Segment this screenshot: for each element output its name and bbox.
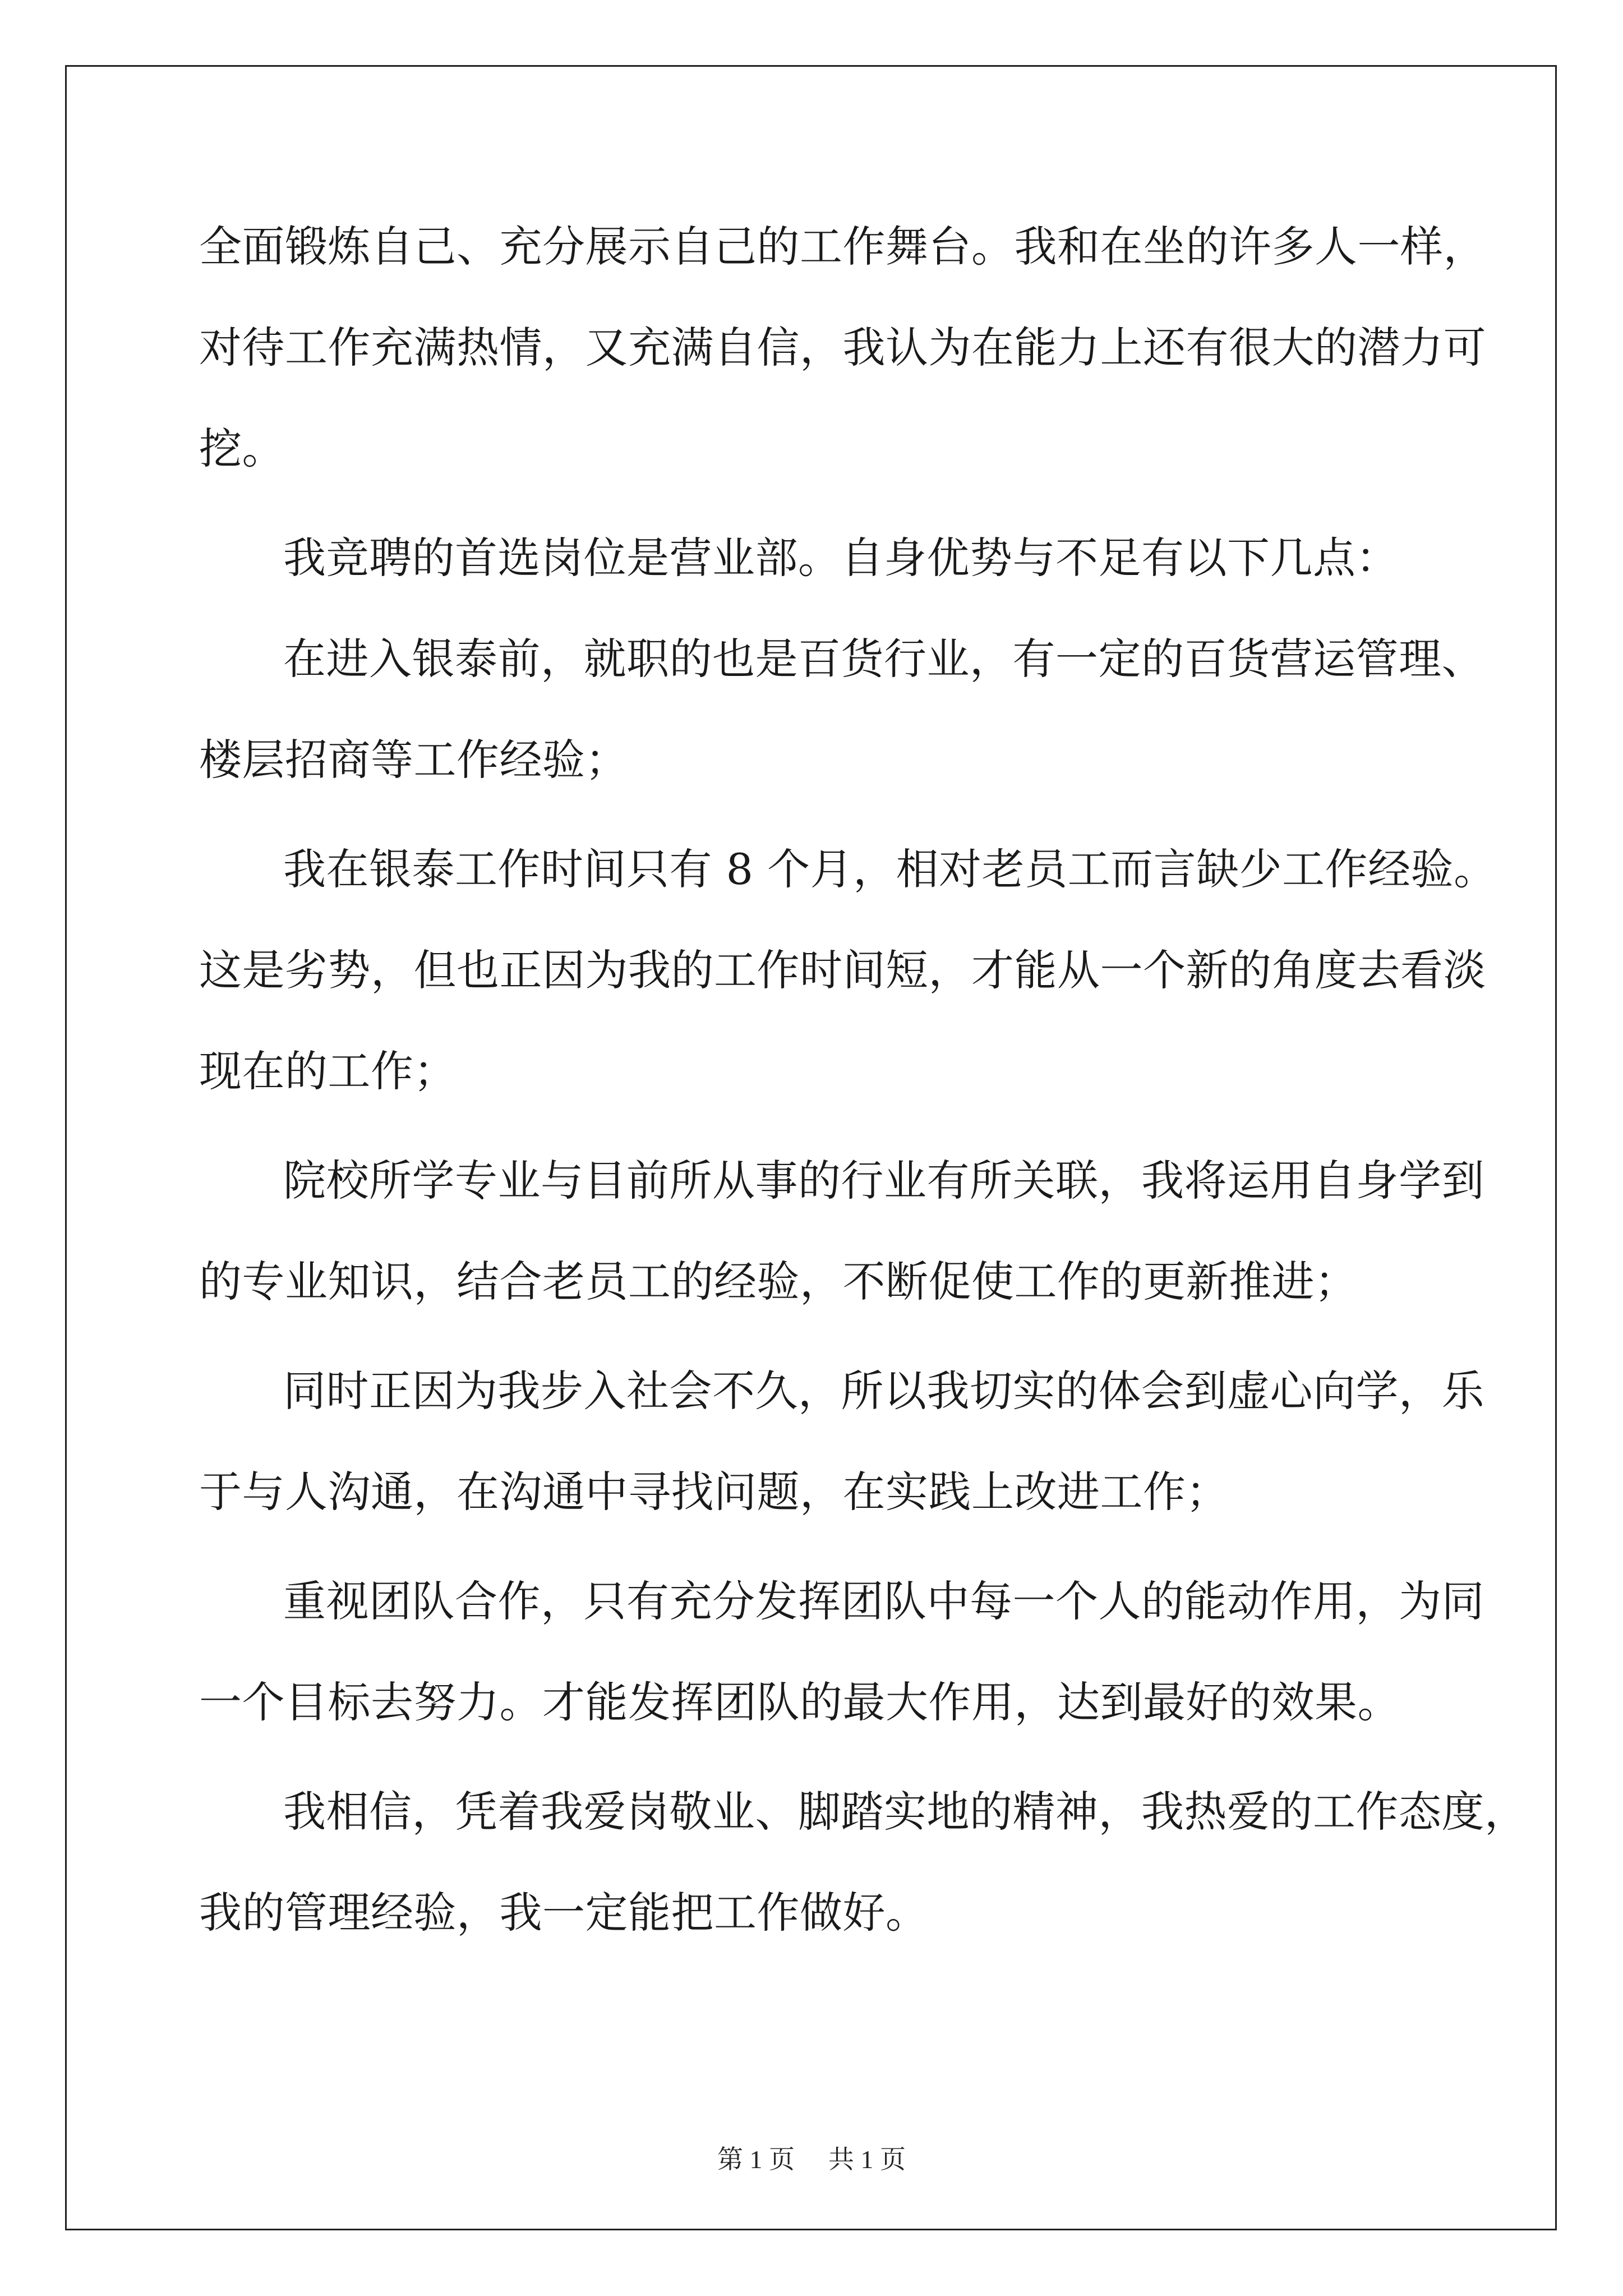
text-line: 这是劣势，但也正因为我的工作时间短，才能从一个新的角度去看淡 bbox=[199, 945, 1486, 995]
paragraph-first-line: 同时正因为我步入社会不久，所以我切实的体会到虚心向学，乐 bbox=[283, 1366, 1484, 1416]
page-number: 第 1 页 bbox=[717, 2145, 795, 2174]
text-line: 对待工作充满热情，又充满自信，我认为在能力上还有很大的潜力可 bbox=[199, 323, 1486, 372]
paragraph-first-line: 我竞聘的首选岗位是营业部。自身优势与不足有以下几点： bbox=[283, 533, 1399, 583]
paragraph-first-line: 在进入银泰前，就职的也是百货行业，有一定的百货营运管理、 bbox=[283, 634, 1484, 684]
paragraph-first-line: 院校所学专业与目前所从事的行业有所关联，我将运用自身学到 bbox=[283, 1156, 1484, 1205]
paragraph-first-line: 我在银泰工作时间只有 8 个月，相对老员工而言缺少工作经验。 bbox=[283, 844, 1497, 894]
text-line: 于与人沟通，在沟通中寻找问题，在实践上改进工作； bbox=[199, 1467, 1229, 1517]
page-footer bbox=[0, 2143, 1623, 2177]
text-line: 挖。 bbox=[199, 424, 285, 473]
text-line: 全面锻炼自己、充分展示自己的工作舞台。我和在坐的许多人一样， bbox=[199, 222, 1486, 272]
text-line: 一个目标去努力。才能发挥团队的最大作用，达到最好的效果。 bbox=[199, 1677, 1400, 1727]
text-line: 楼层招商等工作经验； bbox=[199, 735, 628, 785]
paragraph-first-line: 重视团队合作，只有充分发挥团队中每一个人的能动作用，为同 bbox=[283, 1576, 1484, 1626]
page-total: 共 1 页 bbox=[828, 2145, 906, 2174]
paragraph-first-line: 我相信，凭着我爱岗敬业、脚踏实地的精神，我热爱的工作态度， bbox=[283, 1787, 1528, 1837]
text-line: 现在的工作； bbox=[199, 1046, 457, 1096]
text-line: 的专业知识，结合老员工的经验，不断促使工作的更新推进； bbox=[199, 1257, 1358, 1306]
text-line: 我的管理经验，我一定能把工作做好。 bbox=[199, 1888, 929, 1938]
